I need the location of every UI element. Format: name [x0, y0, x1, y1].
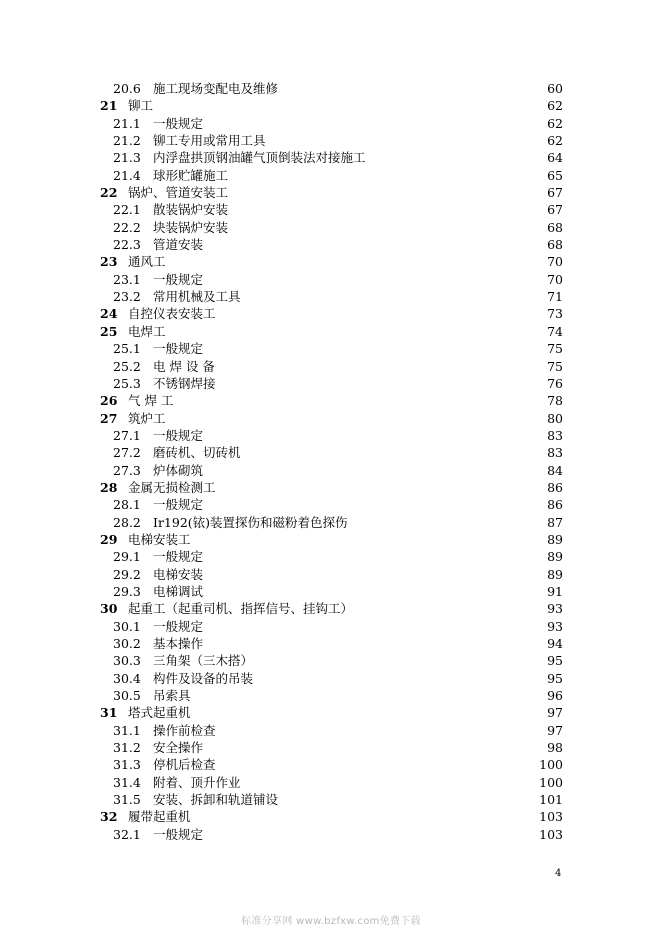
toc-entry-page: 67: [547, 185, 563, 201]
toc-entry-title: 履带起重机: [128, 809, 191, 825]
toc-entry-number: 28.2: [113, 514, 141, 530]
toc-entry-number: 25.1: [113, 341, 141, 357]
toc-entry-title: 电 焊 设 备: [153, 358, 215, 374]
toc-entry-page: 68: [547, 219, 563, 235]
toc-entry-title: Ir192(铱)装置探伤和磁粉着色探伤: [153, 514, 348, 530]
toc-entry-title: 金属无损检测工: [128, 479, 216, 495]
toc-entry-title: 铆工: [128, 98, 154, 114]
toc-entry-number: 31.2: [113, 740, 141, 756]
toc-entry-number: 30.5: [113, 688, 141, 704]
toc-entry-page: 62: [547, 115, 563, 131]
toc-entry-title: 一般规定: [153, 115, 204, 131]
toc-section-entry[interactable]: [100, 149, 563, 166]
toc-entry-number: 21.2: [113, 133, 141, 149]
toc-entry-title: 铆工专用或常用工具: [153, 133, 266, 149]
toc-section-entry[interactable]: [100, 774, 563, 791]
toc-entry-page: 73: [547, 306, 563, 322]
toc-entry-title: 附着、顶升作业: [153, 774, 241, 790]
toc-section-entry[interactable]: [100, 514, 563, 531]
toc-entry-number: 23.1: [113, 271, 141, 287]
toc-entry-title: 筑炉工: [128, 410, 166, 426]
toc-entry-page: 75: [547, 341, 563, 357]
toc-section-entry[interactable]: [100, 167, 563, 184]
toc-entry-number: 25: [100, 323, 118, 339]
toc-entry-title: 电梯安装: [153, 566, 204, 582]
toc-entry-number: 30.1: [113, 618, 141, 634]
toc-section-entry[interactable]: [100, 115, 563, 132]
toc-entry-title: 自控仪表安装工: [128, 306, 216, 322]
toc-chapter-entry[interactable]: [100, 479, 563, 496]
toc-section-entry[interactable]: [100, 687, 563, 704]
toc-entry-page: 103: [539, 809, 563, 825]
toc-entry-title: 一般规定: [153, 341, 204, 357]
toc-entry-title: 散装锅炉安装: [153, 202, 229, 218]
toc-entry-page: 95: [547, 670, 563, 686]
toc-entry-page: 86: [547, 479, 563, 495]
toc-entry-page: 91: [547, 583, 563, 599]
toc-entry-number: 22.3: [113, 237, 141, 253]
toc-entry-number: 21.4: [113, 167, 141, 183]
toc-entry-title: 吊索具: [153, 688, 191, 704]
toc-entry-number: 28: [100, 479, 118, 495]
toc-entry-page: 100: [539, 774, 563, 790]
toc-entry-page: 76: [547, 375, 563, 391]
toc-entry-page: 70: [547, 254, 563, 270]
toc-entry-title: 塔式起重机: [128, 705, 191, 721]
toc-entry-number: 25.2: [113, 358, 141, 374]
toc-entry-number: 23.2: [113, 289, 141, 305]
toc-section-entry[interactable]: [100, 288, 563, 305]
toc-entry-page: 89: [547, 531, 563, 547]
toc-chapter-entry[interactable]: [100, 184, 563, 201]
toc-entry-number: 20.6: [113, 81, 141, 96]
toc-entry-title: 一般规定: [153, 618, 204, 634]
toc-entry-title: 内浮盘拱顶钢油罐气顶倒装法对接施工: [153, 150, 366, 166]
watermark-footer: 标准分享网 www.bzfxw.com免费下载: [241, 916, 421, 927]
toc-entry-title: 三角架（三木搭）: [153, 653, 254, 669]
toc-entry-page: 96: [547, 688, 563, 704]
toc-entry-page: 98: [547, 740, 563, 756]
toc-entry-number: 31.4: [113, 774, 141, 790]
toc-entry-title: 安全操作: [153, 740, 204, 756]
toc-entry-title: 管道安装: [153, 237, 204, 253]
toc-chapter-entry[interactable]: [100, 808, 563, 825]
toc-section-entry[interactable]: [100, 791, 563, 808]
toc-entry-page: 83: [547, 445, 563, 461]
toc-entry-number: 31.5: [113, 792, 141, 808]
toc-chapter-entry[interactable]: [100, 323, 563, 340]
toc-entry-page: 83: [547, 427, 563, 443]
toc-entry-number: 29.3: [113, 583, 141, 599]
toc-section-entry[interactable]: [100, 635, 563, 652]
toc-entry-number: 32.1: [113, 826, 141, 842]
toc-entry-number: 29: [100, 531, 118, 547]
toc-chapter-entry[interactable]: [100, 392, 563, 409]
toc-entry-title: 块装锅炉安装: [153, 219, 229, 235]
toc-section-entry[interactable]: [100, 132, 563, 149]
toc-entry-number: 32: [100, 809, 118, 825]
toc-section-entry[interactable]: [100, 618, 563, 635]
page-number: 4: [555, 868, 562, 879]
toc-entry-title: 操作前检查: [153, 722, 216, 738]
toc-entry-page: 100: [539, 757, 563, 773]
toc-entry-title: 电梯调试: [153, 583, 204, 599]
toc-entry-page: 93: [547, 618, 563, 634]
toc-entry-title: 球形贮罐施工: [153, 167, 229, 183]
toc-section-entry[interactable]: [100, 444, 563, 461]
toc-section-entry[interactable]: [100, 496, 563, 513]
toc-entry-title: 施工现场变配电及维修: [153, 81, 279, 96]
toc-section-entry[interactable]: [100, 236, 563, 253]
toc-entry-page: 97: [547, 722, 563, 738]
toc-entry-title: 一般规定: [153, 826, 204, 842]
toc-chapter-entry[interactable]: [100, 531, 563, 548]
toc-entry-number: 31.1: [113, 722, 141, 738]
toc-entry-page: 71: [547, 289, 563, 305]
toc-entry-page: 70: [547, 271, 563, 287]
toc-entry-number: 31.3: [113, 757, 141, 773]
toc-entry-page: 75: [547, 358, 563, 374]
toc-entry-page: 62: [547, 133, 563, 149]
toc-entry-title: 常用机械及工具: [153, 289, 241, 305]
toc-entry-page: 67: [547, 202, 563, 218]
toc-section-entry[interactable]: [100, 566, 563, 583]
toc-entry-title: 电梯安装工: [128, 531, 191, 547]
toc-section-entry[interactable]: [100, 375, 563, 392]
toc-entry-number: 31: [100, 705, 118, 721]
toc-entry-number: 24: [100, 306, 118, 322]
toc-entry-page: 68: [547, 237, 563, 253]
toc-entry-number: 21: [100, 98, 118, 114]
toc-entry-number: 30.2: [113, 636, 141, 651]
toc-entry-title: 一般规定: [153, 497, 204, 513]
toc-entry-number: 29.1: [113, 549, 141, 565]
toc-entry-number: 21.3: [113, 150, 141, 166]
toc-section-entry[interactable]: [100, 427, 563, 444]
toc-chapter-entry[interactable]: [100, 600, 563, 617]
toc-entry-title: 磨砖机、切砖机: [153, 445, 241, 461]
toc-entry-page: 62: [547, 98, 563, 114]
toc-section-entry[interactable]: [100, 219, 563, 236]
toc-chapter-entry[interactable]: [100, 97, 563, 114]
toc-chapter-entry[interactable]: [100, 704, 563, 721]
toc-entry-number: 27: [100, 410, 118, 426]
toc-entry-page: 86: [547, 497, 563, 513]
toc-entry-title: 不锈钢焊接: [153, 375, 216, 391]
toc-entry-number: 22: [100, 185, 118, 201]
toc-entry-page: 95: [547, 653, 563, 669]
toc-entry-page: 97: [547, 705, 563, 721]
toc-section-entry[interactable]: [100, 340, 563, 357]
toc-entry-number: 26: [100, 393, 118, 409]
toc-entry-title: 一般规定: [153, 271, 204, 287]
toc-chapter-entry[interactable]: [100, 253, 563, 270]
toc-entry-number: 21.1: [113, 115, 141, 131]
toc-entry-number: 27.2: [113, 445, 141, 461]
toc-section-entry[interactable]: [100, 271, 563, 288]
toc-section-entry[interactable]: [100, 826, 563, 843]
toc-entry-number: 27.3: [113, 462, 141, 478]
toc-section-entry[interactable]: [100, 583, 563, 600]
toc-entry-number: 30.4: [113, 670, 141, 686]
toc-entry-title: 气 焊 工: [128, 393, 174, 409]
toc-section-entry[interactable]: [100, 201, 563, 218]
toc-entry-page: 78: [547, 393, 563, 409]
toc-section-entry[interactable]: [100, 80, 563, 97]
toc-entry-title: 安装、拆卸和轨道铺设: [153, 792, 279, 808]
toc-entry-number: 30: [100, 601, 118, 617]
toc-entry-page: 80: [547, 410, 563, 426]
toc-chapter-entry[interactable]: [100, 410, 563, 427]
toc-section-entry[interactable]: [100, 739, 563, 756]
toc-entry-page: 74: [547, 323, 563, 339]
toc-section-entry[interactable]: [100, 652, 563, 669]
toc-entry-number: 28.1: [113, 497, 141, 513]
toc-entry-page: 65: [547, 167, 563, 183]
table-of-contents: [100, 80, 563, 843]
toc-entry-title: 一般规定: [153, 427, 204, 443]
toc-entry-title: 起重工（起重司机、指挥信号、挂钩工）: [128, 601, 354, 617]
toc-entry-page: 64: [547, 150, 563, 166]
toc-section-entry[interactable]: [100, 756, 563, 773]
toc-chapter-entry[interactable]: [100, 305, 563, 322]
toc-entry-page: 94: [547, 636, 563, 651]
toc-entry-page: 93: [547, 601, 563, 617]
toc-entry-page: 87: [547, 514, 563, 530]
toc-entry-page: 101: [539, 792, 563, 808]
toc-entry-number: 30.3: [113, 653, 141, 669]
toc-entry-title: 炉体砌筑: [153, 462, 204, 478]
toc-entry-number: 25.3: [113, 375, 141, 391]
toc-section-entry[interactable]: [100, 548, 563, 565]
toc-entry-page: 84: [547, 462, 563, 478]
toc-entry-title: 基本操作: [153, 636, 204, 651]
toc-entry-title: 构件及设备的吊装: [153, 670, 254, 686]
toc-entry-page: 60: [547, 81, 563, 96]
toc-entry-title: 一般规定: [153, 549, 204, 565]
toc-entry-number: 27.1: [113, 427, 141, 443]
toc-entry-number: 22.1: [113, 202, 141, 218]
toc-section-entry[interactable]: [100, 358, 563, 375]
toc-entry-number: 23: [100, 254, 118, 270]
toc-section-entry[interactable]: [100, 722, 563, 739]
toc-entry-number: 22.2: [113, 219, 141, 235]
toc-entry-title: 通风工: [128, 254, 166, 270]
toc-entry-page: 89: [547, 566, 563, 582]
toc-entry-number: 29.2: [113, 566, 141, 582]
toc-entry-page: 89: [547, 549, 563, 565]
toc-entry-title: 停机后检查: [153, 757, 216, 773]
toc-entry-title: 电焊工: [128, 323, 166, 339]
toc-entry-page: 103: [539, 826, 563, 842]
toc-entry-title: 锅炉、管道安装工: [128, 185, 229, 201]
toc-section-entry[interactable]: [100, 462, 563, 479]
toc-section-entry[interactable]: [100, 670, 563, 687]
